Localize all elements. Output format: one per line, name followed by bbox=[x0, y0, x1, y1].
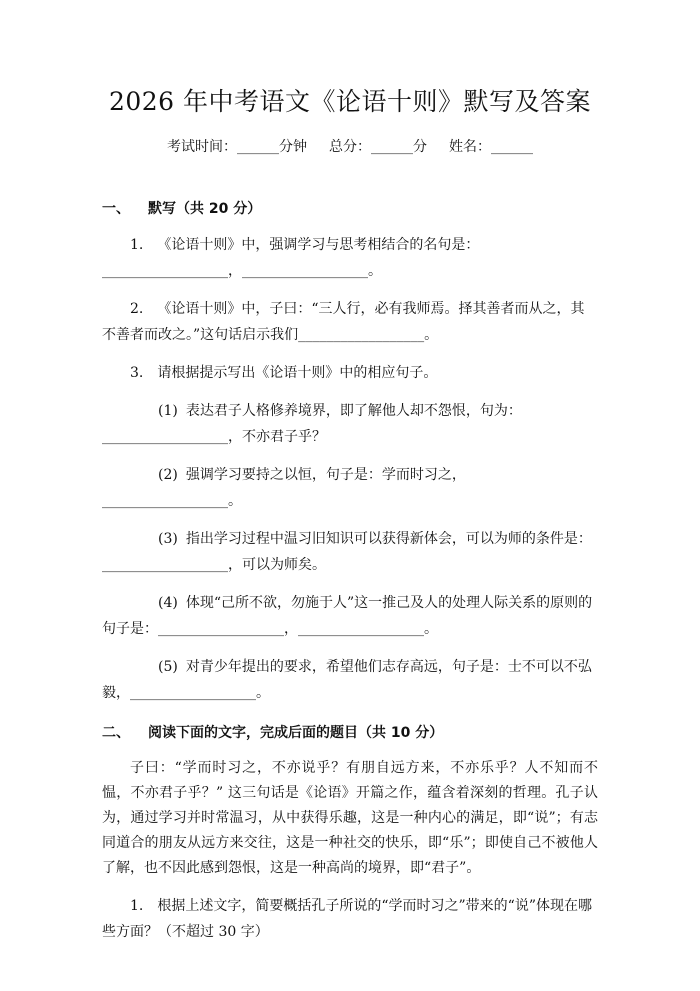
exam-time bbox=[167, 136, 307, 158]
question-1-1 bbox=[102, 232, 598, 284]
exam-time-label: 考试时间： bbox=[167, 139, 237, 155]
question-1-3 bbox=[102, 360, 598, 386]
question-text: 《论语十则》中，子曰：“三人行，必有我师焉。择其善者而从之，其不善者而改之。”这句话启示我们__________________。 bbox=[102, 301, 585, 343]
exam-time-blank: ______ bbox=[237, 139, 279, 155]
question-2-1 bbox=[102, 893, 598, 945]
question-number: 3. bbox=[130, 365, 144, 381]
sub-question-text: 对青少年提出的要求，希望他们志存高远，句子是：士不可以不弘毅，__________________。 bbox=[102, 659, 592, 701]
sub-question-number: (5) bbox=[158, 659, 178, 675]
sub-question-1 bbox=[102, 398, 598, 450]
page-title: 2026 年中考语文《论语十则》默写及答案 bbox=[108, 87, 592, 116]
total-score-unit: 分 bbox=[413, 139, 427, 155]
sub-question-4 bbox=[102, 590, 598, 642]
sub-question-number: (3) bbox=[158, 531, 178, 547]
reading-passage: 子曰：“学而时习之，不亦说乎？有朋自远方来，不亦乐乎？人不知而不愠，不亦君子乎？” 这三句话是《论语》开篇之作，蕴含着深刻的哲理。孔子认为，通过学习并时常温习，从中获得乐趣，这是一种内心的满足，即“说”；有志同道合的朋友从远方来交往，这是一种社交的快乐，即“乐”；即使自己不被他人了解，也不因此感到怨恨，这是一种高尚的境界，即“君子”。 bbox=[102, 760, 598, 876]
sub-question-number: (4) bbox=[158, 595, 178, 611]
student-name-blank: ______ bbox=[491, 139, 533, 155]
sub-question-text: 体现“己所不欲，勿施于人”这一推己及人的处理人际关系的原则的句子是：__________________，__________________。 bbox=[102, 595, 593, 637]
section-2-title: 阅读下面的文字，完成后面的题目（共 10 分） bbox=[148, 725, 444, 741]
sub-question-5 bbox=[102, 654, 598, 706]
section-1-number: 一、 bbox=[102, 201, 130, 217]
sub-question-text: 指出学习过程中温习旧知识可以获得新体会，可以为师的条件是：__________________，可以为师矣。 bbox=[102, 531, 592, 573]
section-1-title: 默写（共 20 分） bbox=[148, 201, 262, 217]
sub-question-text: 表达君子人格修养境界，即了解他人却不怨恨，句为：__________________，不亦君子乎？ bbox=[102, 403, 522, 445]
question-text: 根据上述文字，简要概括孔子所说的“学而时习之”带来的“说”体现在哪些方面？（不超过 30 字） bbox=[102, 898, 592, 940]
total-score bbox=[329, 136, 427, 158]
exam-page bbox=[0, 86, 700, 991]
sub-question-2 bbox=[102, 462, 598, 514]
sub-question-number: (2) bbox=[158, 467, 178, 483]
section-2-number: 二、 bbox=[102, 725, 130, 741]
sub-question-3 bbox=[102, 526, 598, 578]
question-1-2 bbox=[102, 296, 598, 348]
question-number: 1. bbox=[130, 237, 144, 253]
sub-question-number: (1) bbox=[158, 403, 178, 419]
sub-question-text: 强调学习要持之以恒，句子是：学而时习之，__________________。 bbox=[102, 467, 466, 509]
question-text: 请根据提示写出《论语十则》中的相应句子。 bbox=[157, 365, 438, 381]
total-score-blank: ______ bbox=[371, 139, 413, 155]
question-number: 1. bbox=[130, 898, 144, 914]
section-2-heading bbox=[102, 722, 598, 744]
total-score-label: 总分： bbox=[329, 139, 371, 155]
exam-time-unit: 分钟 bbox=[279, 139, 307, 155]
question-text: 《论语十则》中，强调学习与思考相结合的名句是：__________________，__________________。 bbox=[102, 237, 480, 279]
exam-meta bbox=[102, 136, 598, 158]
section-1-heading bbox=[102, 198, 598, 220]
student-name-label: 姓名： bbox=[449, 139, 491, 155]
student-name bbox=[449, 136, 533, 158]
question-number: 2. bbox=[130, 301, 144, 317]
